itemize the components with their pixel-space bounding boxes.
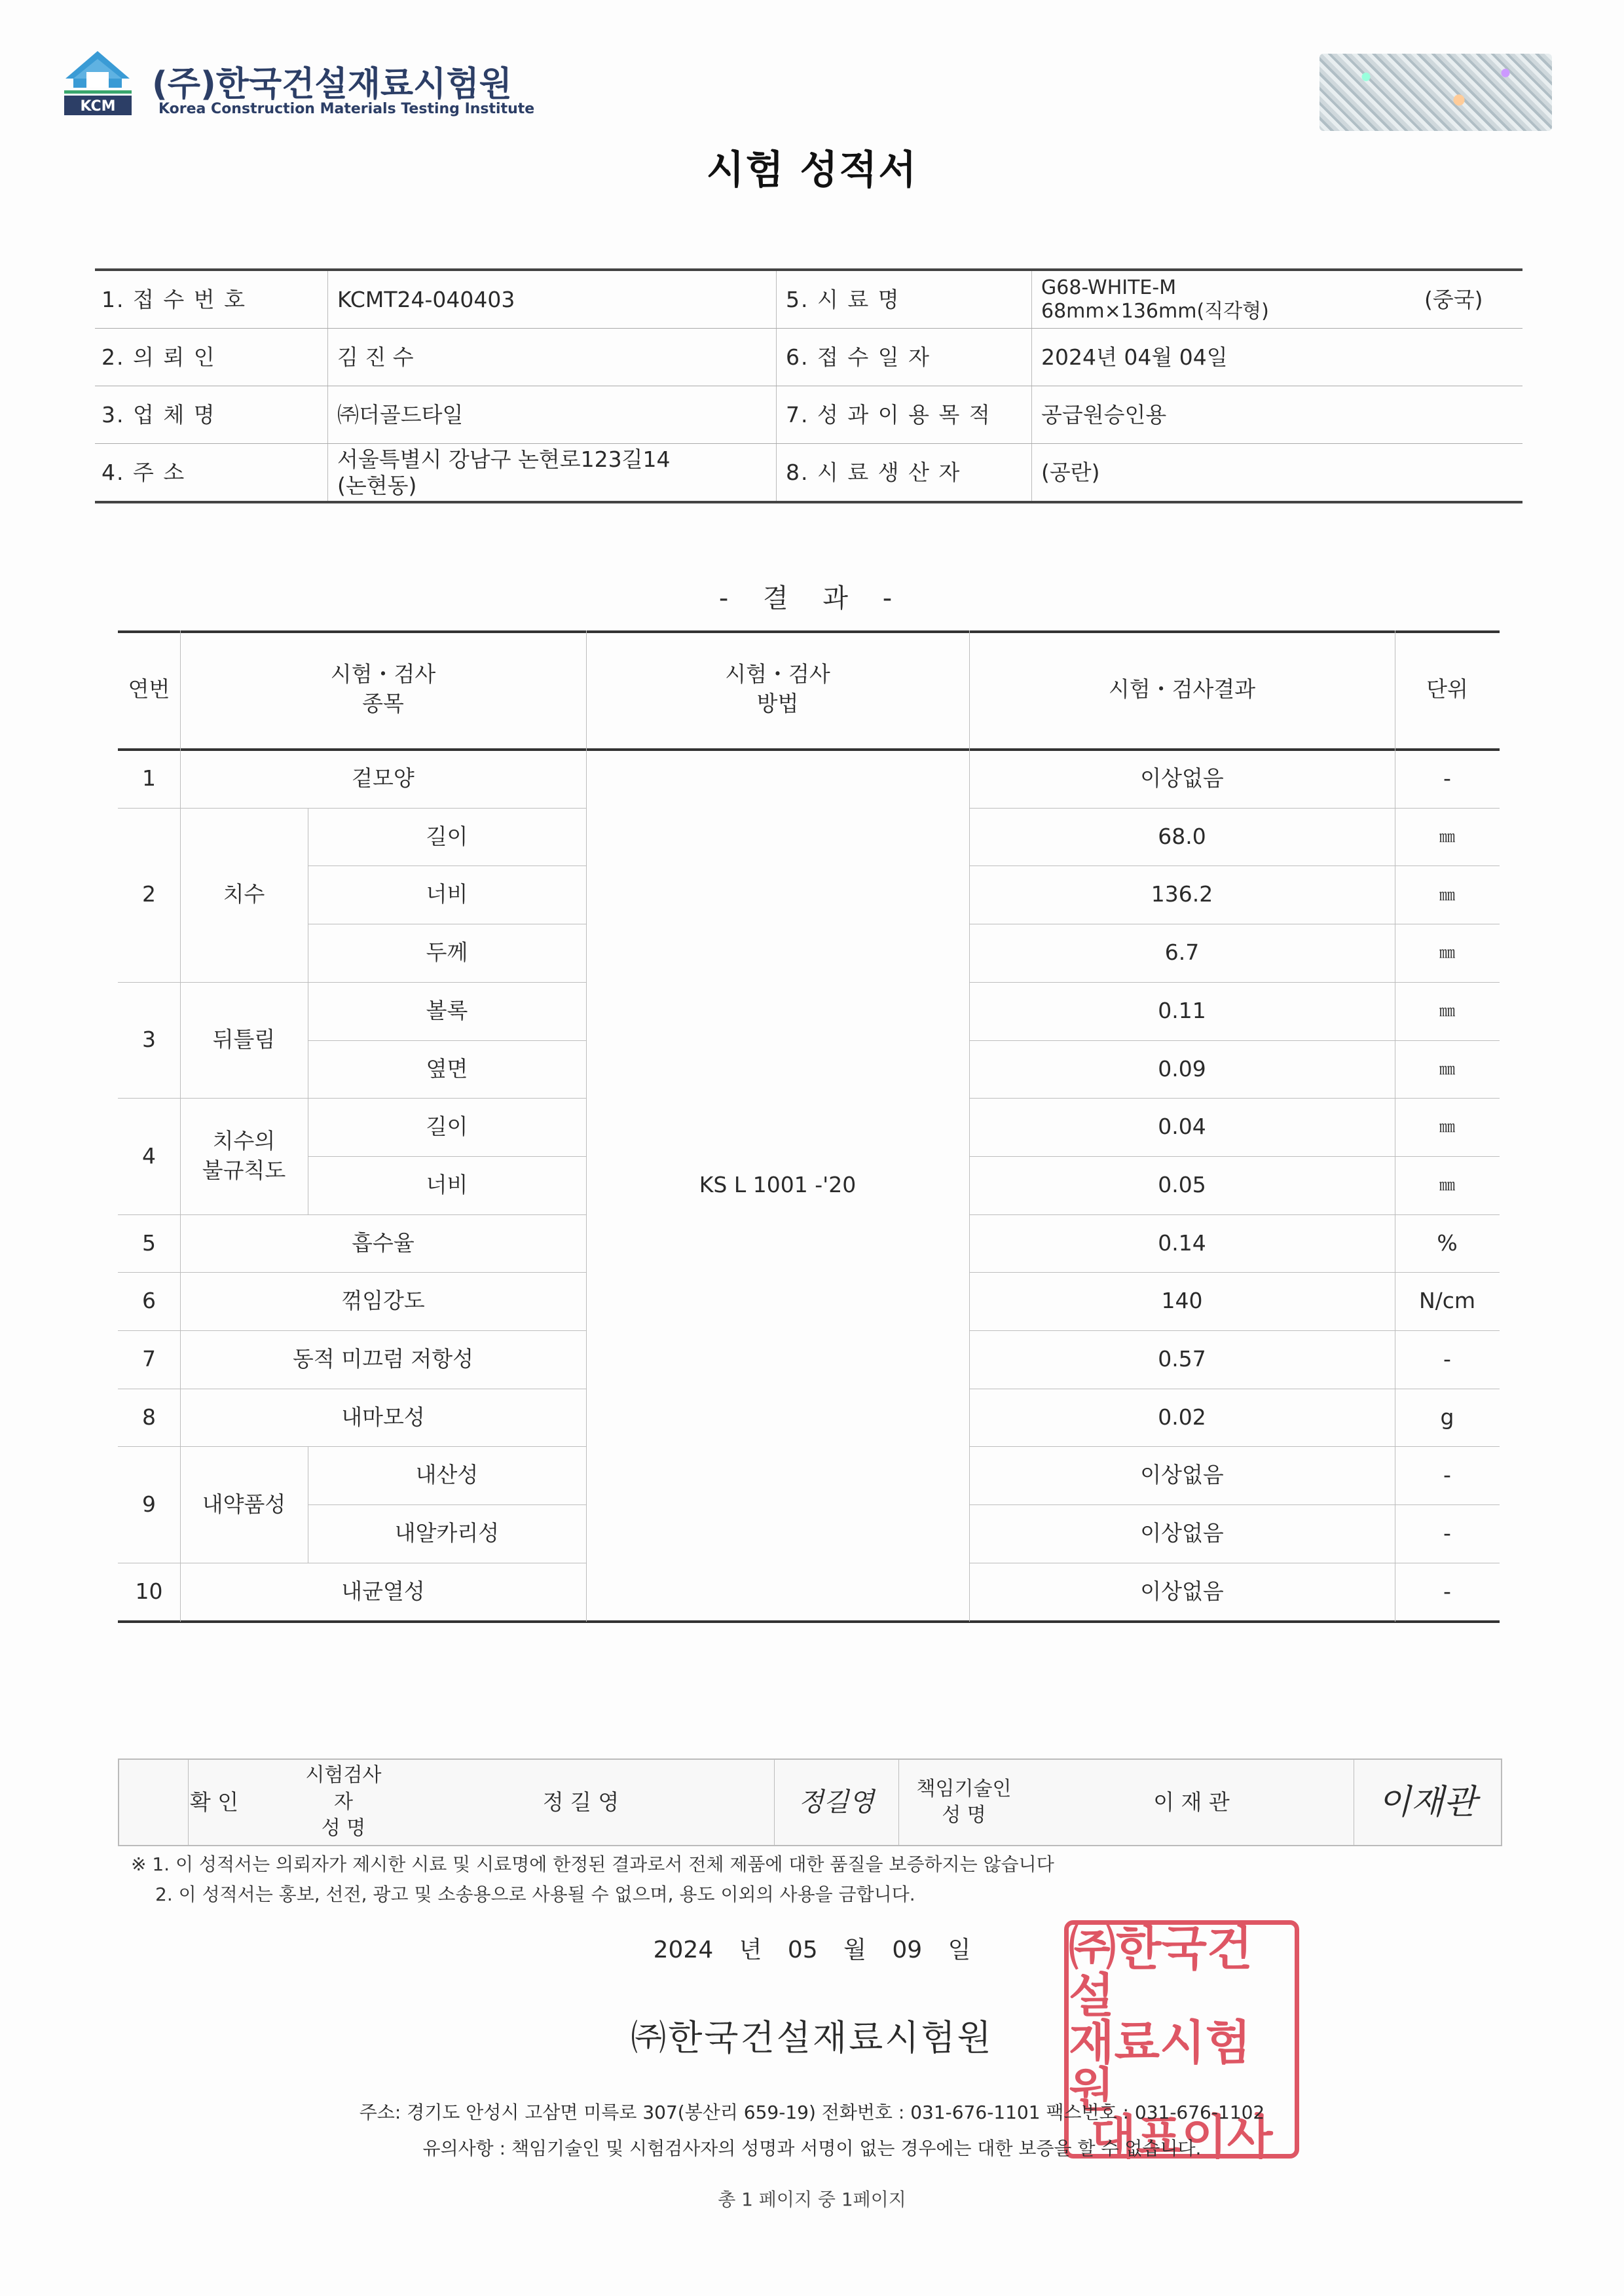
tester-signature: 정길영 (798, 1787, 874, 1817)
row-item: 내균열성 (341, 1578, 425, 1604)
info-label-l: 3. 업 체 명 (101, 401, 216, 428)
row-no: 7 (142, 1346, 156, 1372)
official-seal: ㈜한국건설 재료시험원 대표이사 (1064, 1920, 1299, 2159)
row-result: 0.11 (1158, 997, 1206, 1023)
info-value-r: G68-WHITE-M 68mm×136mm(직각형) (1041, 276, 1269, 323)
row-item: 겉모양 (352, 765, 415, 792)
issue-date: 2024 년 05 월 09 일 (653, 1937, 971, 1963)
row-subitem: 옆면 (426, 1055, 468, 1082)
info-value-l: ㈜더골드타일 (337, 401, 464, 428)
info-label-r: 8. 시 료 생 산 자 (786, 459, 961, 485)
header-no: 연번 (128, 676, 170, 702)
row-item: 흡수율 (352, 1230, 415, 1256)
row-unit: - (1443, 1346, 1451, 1372)
row-unit: ㎜ (1439, 827, 1455, 846)
row-unit: ㎜ (1439, 1059, 1455, 1078)
method-value: KS L 1001 -'20 (699, 1171, 857, 1197)
row-no: 1 (142, 765, 156, 792)
row-result: 이상없음 (1140, 1520, 1224, 1546)
info-row (95, 329, 1522, 386)
issuer-name: ㈜한국건설재료시험원 (631, 2017, 993, 2058)
row-no: 8 (142, 1404, 156, 1430)
results-table (118, 630, 1500, 1626)
signature-block (118, 1758, 1502, 1846)
row-unit: - (1443, 1462, 1451, 1488)
row-item: 치수 (223, 881, 265, 907)
row-unit: ㎜ (1439, 1001, 1455, 1020)
row-result: 0.02 (1158, 1404, 1206, 1430)
header-method: 시험・검사 방법 (725, 661, 830, 716)
row-subitem: 내알카리성 (394, 1520, 500, 1546)
row-subitem: 볼록 (426, 997, 468, 1023)
row-item: 뒤틀림 (212, 1027, 276, 1053)
row-unit: % (1437, 1230, 1458, 1256)
info-value-r: 공급원승인용 (1041, 401, 1167, 428)
row-subitem: 너비 (426, 1171, 468, 1197)
confirm-label: 확 인 (189, 1789, 239, 1815)
row-unit: ㎜ (1439, 943, 1455, 962)
row-unit: - (1443, 765, 1451, 792)
row-no: 9 (142, 1491, 156, 1517)
row-unit: ㎜ (1439, 885, 1455, 904)
info-label-l: 1. 접 수 번 호 (101, 286, 246, 312)
info-label-r: 7. 성 과 이 용 목 적 (786, 401, 991, 428)
row-result: 68.0 (1158, 823, 1206, 849)
row-item: 내마모성 (341, 1404, 425, 1430)
tester-label: 시험검사자 성 명 (299, 1760, 388, 1845)
row-item: 치수의 불규칙도 (202, 1128, 286, 1183)
row-unit: ㎜ (1439, 1118, 1455, 1137)
info-row (95, 386, 1522, 444)
row-result: 이상없음 (1140, 1578, 1224, 1604)
row-subitem: 내산성 (415, 1462, 479, 1488)
warning-line: 유의사항 : 책임기술인 및 시험검사자의 성명과 서명이 없는 경우에는 대한 보증을 할 수 없습니다. (422, 2138, 1202, 2159)
kcm-logo-icon (60, 47, 136, 119)
note-2: 2. 이 성적서는 홍보, 선전, 광고 및 소송용으로 사용될 수 없으며, 용도 이외의 사용을 금합니다. (155, 1884, 915, 1905)
row-result: 0.04 (1158, 1114, 1206, 1140)
header-item: 시험・검사 종목 (330, 661, 436, 716)
row-no: 2 (142, 881, 156, 907)
tester-name: 정 길 영 (542, 1789, 619, 1815)
row-item: 꺾임강도 (341, 1288, 425, 1314)
row-no: 5 (142, 1230, 156, 1256)
row-subitem: 길이 (426, 1114, 468, 1140)
row-result: 이상없음 (1140, 1462, 1224, 1488)
row-result: 이상없음 (1140, 765, 1224, 792)
org-name-en: Korea Construction Materials Testing Institute (158, 101, 535, 117)
row-result: 0.57 (1158, 1346, 1206, 1372)
row-result: 0.14 (1158, 1230, 1206, 1256)
results-section-label: - 결 과 - (718, 583, 906, 613)
row-result: 6.7 (1164, 939, 1200, 966)
org-name-ko: (주)한국건설재료시험원 (152, 65, 512, 104)
engineer-name: 이 재 관 (1153, 1789, 1230, 1815)
row-unit: - (1443, 1578, 1451, 1604)
row-item: 내약품성 (202, 1491, 286, 1517)
info-value-l: 김 진 수 (337, 344, 414, 370)
info-table (95, 268, 1522, 503)
row-result: 0.09 (1158, 1055, 1206, 1082)
row-unit: N/cm (1418, 1288, 1476, 1314)
row-result: 136.2 (1151, 881, 1213, 907)
info-value-l: KCMT24-040403 (337, 286, 515, 312)
info-row (95, 444, 1522, 501)
row-result: 0.05 (1158, 1171, 1206, 1197)
row-subitem: 너비 (426, 881, 468, 907)
info-label-r: 5. 시 료 명 (786, 286, 900, 312)
info-label-l: 2. 의 뢰 인 (101, 344, 216, 370)
row-subitem: 길이 (426, 823, 468, 849)
row-unit: ㎜ (1439, 1176, 1455, 1195)
header-result: 시험・검사결과 (1108, 676, 1256, 702)
row-no: 6 (142, 1288, 156, 1314)
row-item: 동적 미끄럼 저항성 (292, 1346, 473, 1372)
row-no: 10 (135, 1578, 163, 1604)
row-result: 140 (1161, 1288, 1203, 1314)
row-unit: - (1443, 1520, 1451, 1546)
row-no: 4 (142, 1142, 156, 1169)
info-label-r: 6. 접 수 일 자 (786, 344, 931, 370)
engineer-signature: 이재관 (1378, 1782, 1477, 1822)
kcm-badge-text: KCM (80, 98, 116, 115)
engineer-label: 책임기술인 성 명 (916, 1777, 1012, 1827)
address-line: 주소: 경기도 안성시 고삼면 미륵로 307(봉산리 659-19) 전화번호 : 031-676-1101 팩스번호 : 031-676-1102 (359, 2102, 1265, 2123)
row-no: 3 (142, 1027, 156, 1053)
document-title: 시험 성적서 (706, 147, 918, 193)
hologram-sticker (1320, 54, 1552, 131)
info-label-l: 4. 주 소 (101, 459, 186, 485)
info-value-r: (공란) (1041, 459, 1100, 485)
row-unit: g (1440, 1404, 1454, 1430)
page-info: 총 1 페이지 중 1페이지 (718, 2189, 906, 2210)
row-subitem: 두께 (426, 939, 468, 966)
header-unit: 단위 (1426, 676, 1468, 702)
info-row (95, 271, 1522, 329)
info-extra-r: (중국) (1424, 286, 1483, 312)
info-value-l: 서울특별시 강남구 논현로123길14 (논현동) (337, 446, 671, 498)
info-value-r: 2024년 04월 04일 (1041, 344, 1228, 370)
note-1: ※ 1. 이 성적서는 의뢰자가 제시한 시료 및 시료명에 한정된 결과로서 전체 제품에 대한 품질을 보증하지는 않습니다 (131, 1853, 1054, 1875)
